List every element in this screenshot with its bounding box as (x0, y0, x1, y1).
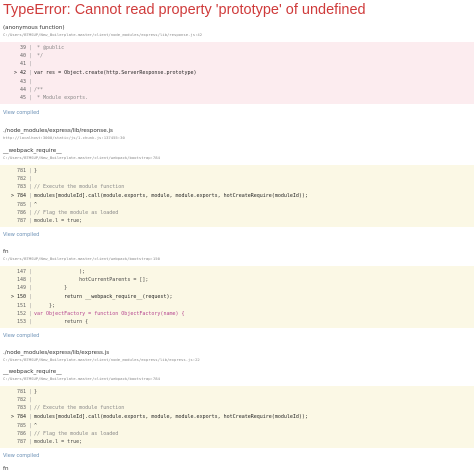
code-block (0, 165, 474, 227)
code-line: 785 | ^ (16, 202, 38, 208)
code-line: 787 | module.l = true; (16, 218, 83, 224)
code-line: 40 | */ (19, 53, 44, 59)
frame-name: fn (3, 249, 9, 255)
code-line: 151 | }; (16, 303, 56, 309)
code-line: 783 | // Execute the module function (16, 184, 125, 190)
code-block (0, 42, 474, 104)
code-line: 45 | * Module exports. (19, 95, 89, 101)
code-line-highlighted: > 784 | modules[moduleId].call(module.exports, module, module.exports, hotCreateRequire(moduleId)); (10, 193, 308, 199)
code-line: 148 | hotCurrentParents = []; (16, 277, 149, 283)
frame-name: ./node_modules/express/lib/express.js (3, 350, 110, 356)
code-line: 785 | ^ (16, 423, 38, 429)
frame-name: ./node_modules/express/lib/response.js (3, 128, 113, 134)
code-line: 39 | * @public (19, 45, 65, 51)
code-line: 782 | (16, 176, 33, 182)
code-line: 153 | return { (16, 319, 89, 325)
code-line: 781 | } (16, 168, 38, 174)
frame-name: __webpack_require__ (3, 148, 62, 154)
frame-path: C:/Users/BTMSUP/New_Boilerplate-master/client/node_modules/express/lib/express.js:22 (3, 357, 200, 362)
code-line-highlighted: > 150 | return __webpack_require__(request); (10, 294, 173, 300)
view-compiled-link[interactable]: View compiled (3, 453, 40, 459)
view-compiled-link[interactable]: View compiled (3, 232, 40, 238)
frame-name: (anonymous function) (3, 25, 65, 31)
code-line-highlighted: > 42 | var res = Object.create(http.ServerResponse.prototype) (13, 70, 197, 76)
code-line: 152 | var ObjectFactory = function ObjectFactory(name) { (16, 311, 185, 317)
code-line: 787 | module.l = true; (16, 439, 83, 445)
frame-name: __webpack_require__ (3, 369, 62, 375)
code-line: 43 | (19, 79, 33, 85)
code-line: 147 | ); (16, 269, 86, 275)
code-line: 44 | /** (19, 87, 44, 93)
code-line-highlighted: > 784 | modules[moduleId].call(module.exports, module, module.exports, hotCreateRequire(moduleId)); (10, 414, 308, 420)
code-line: 781 | } (16, 389, 38, 395)
code-line: 149 | } (16, 285, 68, 291)
frame-name: fn (3, 466, 9, 471)
code-block (0, 386, 474, 448)
frame-path: C:/Users/BTMSUP/New_Boilerplate-master/client/node_modules/express/lib/response.js:42 (3, 32, 203, 37)
code-line: 786 | // Flag the module as loaded (16, 431, 119, 437)
code-line: 41 | (19, 61, 33, 67)
frame-path: C:/Users/BTMSUP/New_Boilerplate-master/client/webpack/bootstrap:784 (3, 155, 160, 160)
frame-path: C:/Users/BTMSUP/New_Boilerplate-master/client/webpack/bootstrap:784 (3, 376, 160, 381)
code-line: 783 | // Execute the module function (16, 405, 125, 411)
code-block (0, 266, 474, 328)
frame-path: C:/Users/BTMSUP/New_Boilerplate-master/client/webpack/bootstrap:150 (3, 256, 160, 261)
code-line: 786 | // Flag the module as loaded (16, 210, 119, 216)
code-line: 782 | (16, 397, 33, 403)
error-title: TypeError: Cannot read property 'prototype' of undefined (3, 2, 366, 18)
view-compiled-link[interactable]: View compiled (3, 110, 40, 116)
frame-path: http://localhost:3000/static/js/1.chunk.js:137455:30 (3, 135, 125, 140)
view-compiled-link[interactable]: View compiled (3, 333, 40, 339)
